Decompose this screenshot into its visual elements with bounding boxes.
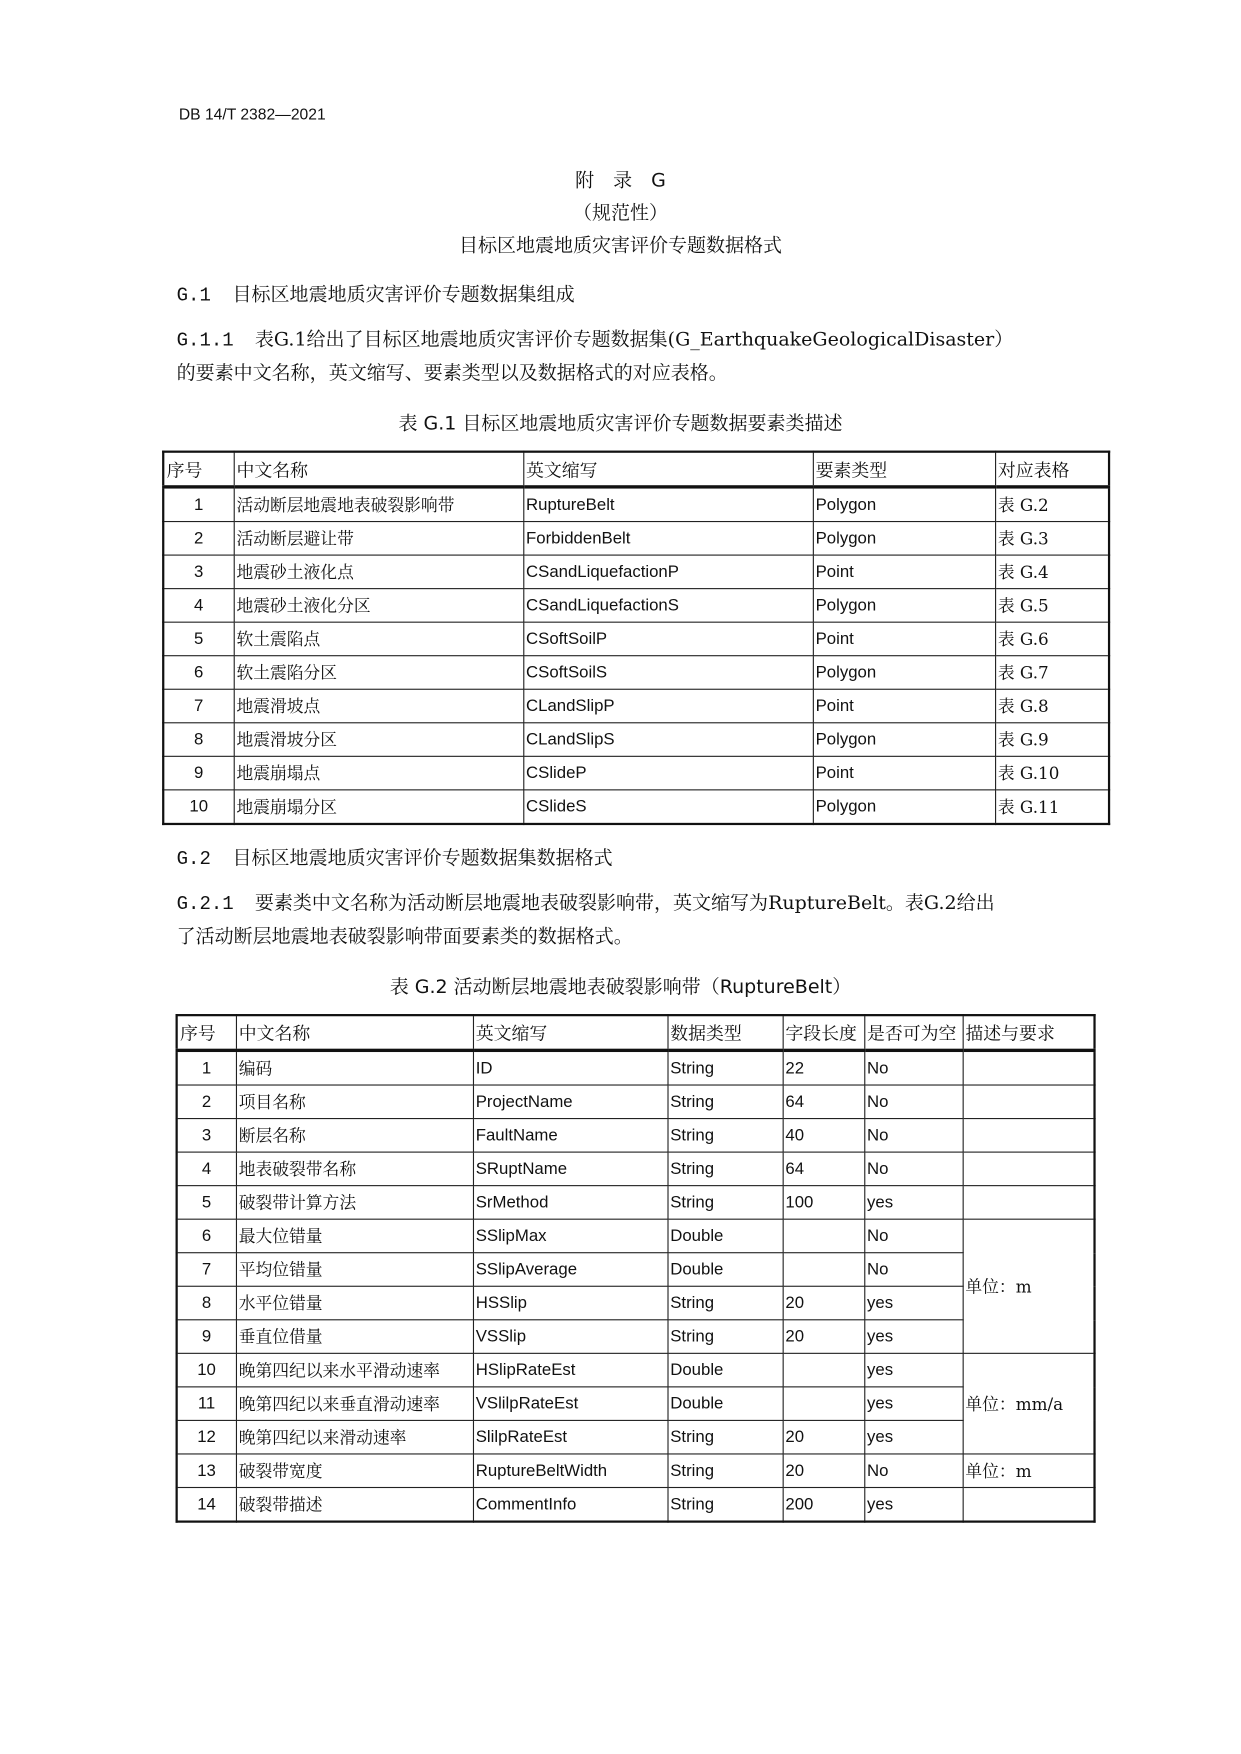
table-row xyxy=(163,656,1109,690)
table-cell: 表 G.11 xyxy=(995,790,1109,824)
table-cell: 8 xyxy=(163,723,233,757)
table-cell: Point xyxy=(813,555,995,589)
table-row xyxy=(177,1253,1095,1287)
table-row xyxy=(177,1119,1095,1153)
table-cell: String xyxy=(667,1085,782,1119)
table-cell: ProjectName xyxy=(473,1085,668,1119)
table-cell: No xyxy=(864,1253,962,1287)
table-cell: 表 G.7 xyxy=(995,656,1109,690)
clause-number: G.1.1 xyxy=(176,330,234,353)
table-cell: RuptureBelt xyxy=(523,487,813,522)
appendix-nature: （规范性） xyxy=(572,202,669,225)
table-cell: 20 xyxy=(783,1286,865,1320)
table-cell: 平均位错量 xyxy=(236,1253,473,1287)
description-cell: 单位：m xyxy=(963,1454,1095,1488)
table-cell: 软土震陷点 xyxy=(234,622,524,656)
table-cell: SlilpRateEst xyxy=(473,1420,668,1454)
table-row xyxy=(177,1420,1095,1454)
table-cell: CSandLiquefactionP xyxy=(523,555,813,589)
description-cell xyxy=(963,1152,1095,1186)
table-cell: 3 xyxy=(163,555,233,589)
table-cell: Polygon xyxy=(813,723,995,757)
column-header: 数据类型 xyxy=(667,1015,782,1050)
column-header: 中文名称 xyxy=(236,1015,473,1050)
table-cell: 22 xyxy=(783,1050,865,1085)
table-cell: String xyxy=(667,1050,782,1085)
table-cell: 垂直位借量 xyxy=(236,1320,473,1354)
table-header-row xyxy=(163,452,1109,487)
table-row xyxy=(163,555,1109,589)
column-header: 英文缩写 xyxy=(473,1015,668,1050)
column-header: 字段长度 xyxy=(783,1015,865,1050)
table-cell: 表 G.6 xyxy=(995,622,1109,656)
table-cell: 5 xyxy=(177,1186,236,1220)
table-cell: yes xyxy=(864,1353,962,1387)
table-cell: 10 xyxy=(163,790,233,824)
table-cell: 地震滑坡分区 xyxy=(234,723,524,757)
table-row xyxy=(177,1152,1095,1186)
section-number: G.1 xyxy=(176,286,211,308)
table-cell: 3 xyxy=(177,1119,236,1153)
table-cell: Double xyxy=(667,1387,782,1421)
table-cell: 4 xyxy=(177,1152,236,1186)
table-cell: 1 xyxy=(163,487,233,522)
table-cell: 地震砂土液化分区 xyxy=(234,589,524,623)
table-cell: SRuptName xyxy=(473,1152,668,1186)
table-cell: No xyxy=(864,1454,962,1488)
table-g2 xyxy=(176,1014,1096,1523)
table-cell: 表 G.4 xyxy=(995,555,1109,589)
table-cell: 1 xyxy=(177,1050,236,1085)
table-g1 xyxy=(162,451,1110,826)
table-row xyxy=(177,1050,1095,1085)
table-row xyxy=(163,756,1109,790)
appendix-label: 附 录 G xyxy=(575,169,666,193)
table-cell: 6 xyxy=(177,1219,236,1253)
description-cell xyxy=(963,1186,1095,1220)
table-cell: 表 G.8 xyxy=(995,689,1109,723)
table-cell xyxy=(783,1387,865,1421)
table-cell: 14 xyxy=(177,1487,236,1521)
table-cell: ID xyxy=(473,1050,668,1085)
table-cell: 地震砂土液化点 xyxy=(234,555,524,589)
table-cell: FaultName xyxy=(473,1119,668,1153)
section-g2 xyxy=(177,842,613,871)
table-cell: VSlilpRateEst xyxy=(473,1387,668,1421)
table-cell: String xyxy=(667,1320,782,1354)
table-cell: CLandSlipS xyxy=(523,723,813,757)
description-cell xyxy=(963,1119,1095,1153)
table-cell: 断层名称 xyxy=(236,1119,473,1153)
table-cell: yes xyxy=(864,1387,962,1421)
column-header: 对应表格 xyxy=(995,452,1109,487)
table-cell: 水平位错量 xyxy=(236,1286,473,1320)
table-cell: 4 xyxy=(163,589,233,623)
table-cell: CSandLiquefactionS xyxy=(523,589,813,623)
table-cell: 编码 xyxy=(236,1050,473,1085)
table-cell: 晚第四纪以来垂直滑动速率 xyxy=(236,1387,473,1421)
table-cell: 表 G.3 xyxy=(995,522,1109,556)
table-cell: 7 xyxy=(163,689,233,723)
table-cell: No xyxy=(864,1119,962,1153)
table-cell: 9 xyxy=(177,1320,236,1354)
table-cell: 2 xyxy=(177,1085,236,1119)
table-row xyxy=(177,1353,1095,1387)
table-cell: 12 xyxy=(177,1420,236,1454)
table-cell: 6 xyxy=(163,656,233,690)
column-header: 序号 xyxy=(163,452,233,487)
table-cell: yes xyxy=(864,1186,962,1220)
table-cell: Double xyxy=(667,1353,782,1387)
table-cell: 地震崩塌分区 xyxy=(234,790,524,824)
table-cell: 晚第四纪以来水平滑动速率 xyxy=(236,1353,473,1387)
table-cell: String xyxy=(667,1119,782,1153)
table-cell: CommentInfo xyxy=(473,1487,668,1521)
table-cell: 7 xyxy=(177,1253,236,1287)
table-cell: HSSlip xyxy=(473,1286,668,1320)
table-cell: 晚第四纪以来滑动速率 xyxy=(236,1420,473,1454)
table-cell: 100 xyxy=(783,1186,865,1220)
column-header: 是否可为空 xyxy=(864,1015,962,1050)
table-cell: CSlideP xyxy=(523,756,813,790)
table-cell: Polygon xyxy=(813,790,995,824)
description-cell xyxy=(963,1487,1095,1521)
table-cell: 9 xyxy=(163,756,233,790)
table-cell: Double xyxy=(667,1219,782,1253)
table-cell: Polygon xyxy=(813,522,995,556)
table-row xyxy=(163,522,1109,556)
table-cell: yes xyxy=(864,1286,962,1320)
table-row xyxy=(177,1085,1095,1119)
table-row xyxy=(177,1387,1095,1421)
table-cell: 20 xyxy=(783,1454,865,1488)
table-cell: 200 xyxy=(783,1487,865,1521)
table-cell: CSlideS xyxy=(523,790,813,824)
table-row xyxy=(163,689,1109,723)
table-row xyxy=(177,1320,1095,1354)
document-header: DB 14/T 2382—2021 xyxy=(178,105,326,123)
table-cell: 活动断层避让带 xyxy=(234,522,524,556)
table-row xyxy=(177,1186,1095,1220)
description-cell: 单位：mm/a xyxy=(963,1353,1095,1454)
table-cell: 地表破裂带名称 xyxy=(236,1152,473,1186)
table-cell: String xyxy=(667,1152,782,1186)
table-header-row xyxy=(177,1015,1095,1050)
table-cell: 地震滑坡点 xyxy=(234,689,524,723)
table-cell: String xyxy=(667,1487,782,1521)
paragraph-line: 要素类中文名称为活动断层地震地表破裂影响带，英文缩写为RuptureBelt。表G.2给出 xyxy=(254,892,995,915)
table-cell: 破裂带描述 xyxy=(236,1487,473,1521)
table-cell: 软土震陷分区 xyxy=(234,656,524,690)
section-number: G.2 xyxy=(176,849,211,871)
table-cell: 表 G.5 xyxy=(995,589,1109,623)
table-cell xyxy=(783,1353,865,1387)
table-cell: 项目名称 xyxy=(236,1085,473,1119)
paragraph-line: 的要素中文名称，英文缩写、要素类型以及数据格式的对应表格。 xyxy=(176,362,728,385)
table-cell: Double xyxy=(667,1253,782,1287)
table-cell: Polygon xyxy=(813,656,995,690)
table-cell: yes xyxy=(864,1320,962,1354)
table-cell: 40 xyxy=(783,1119,865,1153)
table-cell: 表 G.2 xyxy=(995,487,1109,522)
table-cell: VSSlip xyxy=(473,1320,668,1354)
table-g2-caption: 表 G.2 活动断层地震地表破裂影响带（RuptureBelt） xyxy=(389,976,852,999)
table-cell: RuptureBeltWidth xyxy=(473,1454,668,1488)
table-row xyxy=(177,1286,1095,1320)
table-cell: 2 xyxy=(163,522,233,556)
table-cell: No xyxy=(864,1152,962,1186)
paragraph-line: 了活动断层地震地表破裂影响带面要素类的数据格式。 xyxy=(176,925,633,949)
table-cell: CSoftSoilP xyxy=(523,622,813,656)
column-header: 中文名称 xyxy=(234,452,524,487)
table-cell: yes xyxy=(864,1487,962,1521)
table-cell: String xyxy=(667,1286,782,1320)
paragraph-line: 表G.1给出了目标区地震地质灾害评价专题数据集(G_EarthquakeGeologicalDisaster） xyxy=(254,328,1014,352)
table-cell: Point xyxy=(813,689,995,723)
table-cell: String xyxy=(667,1420,782,1454)
table-cell: 5 xyxy=(163,622,233,656)
table-cell: 20 xyxy=(783,1420,865,1454)
appendix-title: 目标区地震地质灾害评价专题数据格式 xyxy=(458,234,783,258)
section-title: 目标区地震地质灾害评价专题数据集组成 xyxy=(232,283,575,307)
table-cell: String xyxy=(667,1454,782,1488)
table-cell: SrMethod xyxy=(473,1186,668,1220)
table-cell: 表 G.10 xyxy=(995,756,1109,790)
table-cell: Point xyxy=(813,622,995,656)
table-row xyxy=(163,487,1109,522)
table-cell: yes xyxy=(864,1420,962,1454)
table-cell: 64 xyxy=(783,1152,865,1186)
table-row xyxy=(163,723,1109,757)
description-cell xyxy=(963,1050,1095,1085)
table-cell xyxy=(783,1253,865,1287)
table-row xyxy=(177,1219,1095,1253)
table-row xyxy=(163,589,1109,623)
table-row xyxy=(177,1454,1095,1488)
table-cell: ForbiddenBelt xyxy=(523,522,813,556)
column-header: 序号 xyxy=(177,1015,236,1050)
table-cell: 表 G.9 xyxy=(995,723,1109,757)
section-g1 xyxy=(177,278,575,307)
paragraph-g11 xyxy=(177,324,1094,389)
table-cell: 8 xyxy=(177,1286,236,1320)
section-title: 目标区地震地质灾害评价专题数据集数据格式 xyxy=(232,847,613,870)
table-row xyxy=(177,1487,1095,1521)
table-cell: 20 xyxy=(783,1320,865,1354)
table-cell: No xyxy=(864,1219,962,1253)
paragraph-g21 xyxy=(177,888,1094,953)
table-g1-caption: 表 G.1 目标区地震地质灾害评价专题数据要素类描述 xyxy=(398,412,843,435)
column-header: 要素类型 xyxy=(813,452,995,487)
table-cell: 破裂带宽度 xyxy=(236,1454,473,1488)
column-header: 英文缩写 xyxy=(523,452,813,487)
table-cell: 10 xyxy=(177,1353,236,1387)
table-cell: CLandSlipP xyxy=(523,689,813,723)
table-cell: HSlipRateEst xyxy=(473,1353,668,1387)
column-header: 描述与要求 xyxy=(963,1015,1095,1050)
table-cell: Polygon xyxy=(813,589,995,623)
table-cell: Polygon xyxy=(813,487,995,522)
table-cell: SSlipMax xyxy=(473,1219,668,1253)
table-row xyxy=(163,622,1109,656)
table-cell: 64 xyxy=(783,1085,865,1119)
table-cell: String xyxy=(667,1186,782,1220)
description-cell xyxy=(963,1085,1095,1119)
table-cell: 活动断层地震地表破裂影响带 xyxy=(234,487,524,522)
table-cell: 破裂带计算方法 xyxy=(236,1186,473,1220)
description-cell: 单位：m xyxy=(963,1219,1095,1353)
table-cell: 最大位错量 xyxy=(236,1219,473,1253)
clause-number: G.2.1 xyxy=(176,894,234,916)
table-cell: 13 xyxy=(177,1454,236,1488)
table-cell: 11 xyxy=(177,1387,236,1421)
table-cell: SSlipAverage xyxy=(473,1253,668,1287)
table-cell xyxy=(783,1219,865,1253)
table-cell: Point xyxy=(813,756,995,790)
table-cell: CSoftSoilS xyxy=(523,656,813,690)
table-cell: No xyxy=(864,1050,962,1085)
table-cell: 地震崩塌点 xyxy=(234,756,524,790)
table-cell: No xyxy=(864,1085,962,1119)
table-row xyxy=(163,790,1109,824)
